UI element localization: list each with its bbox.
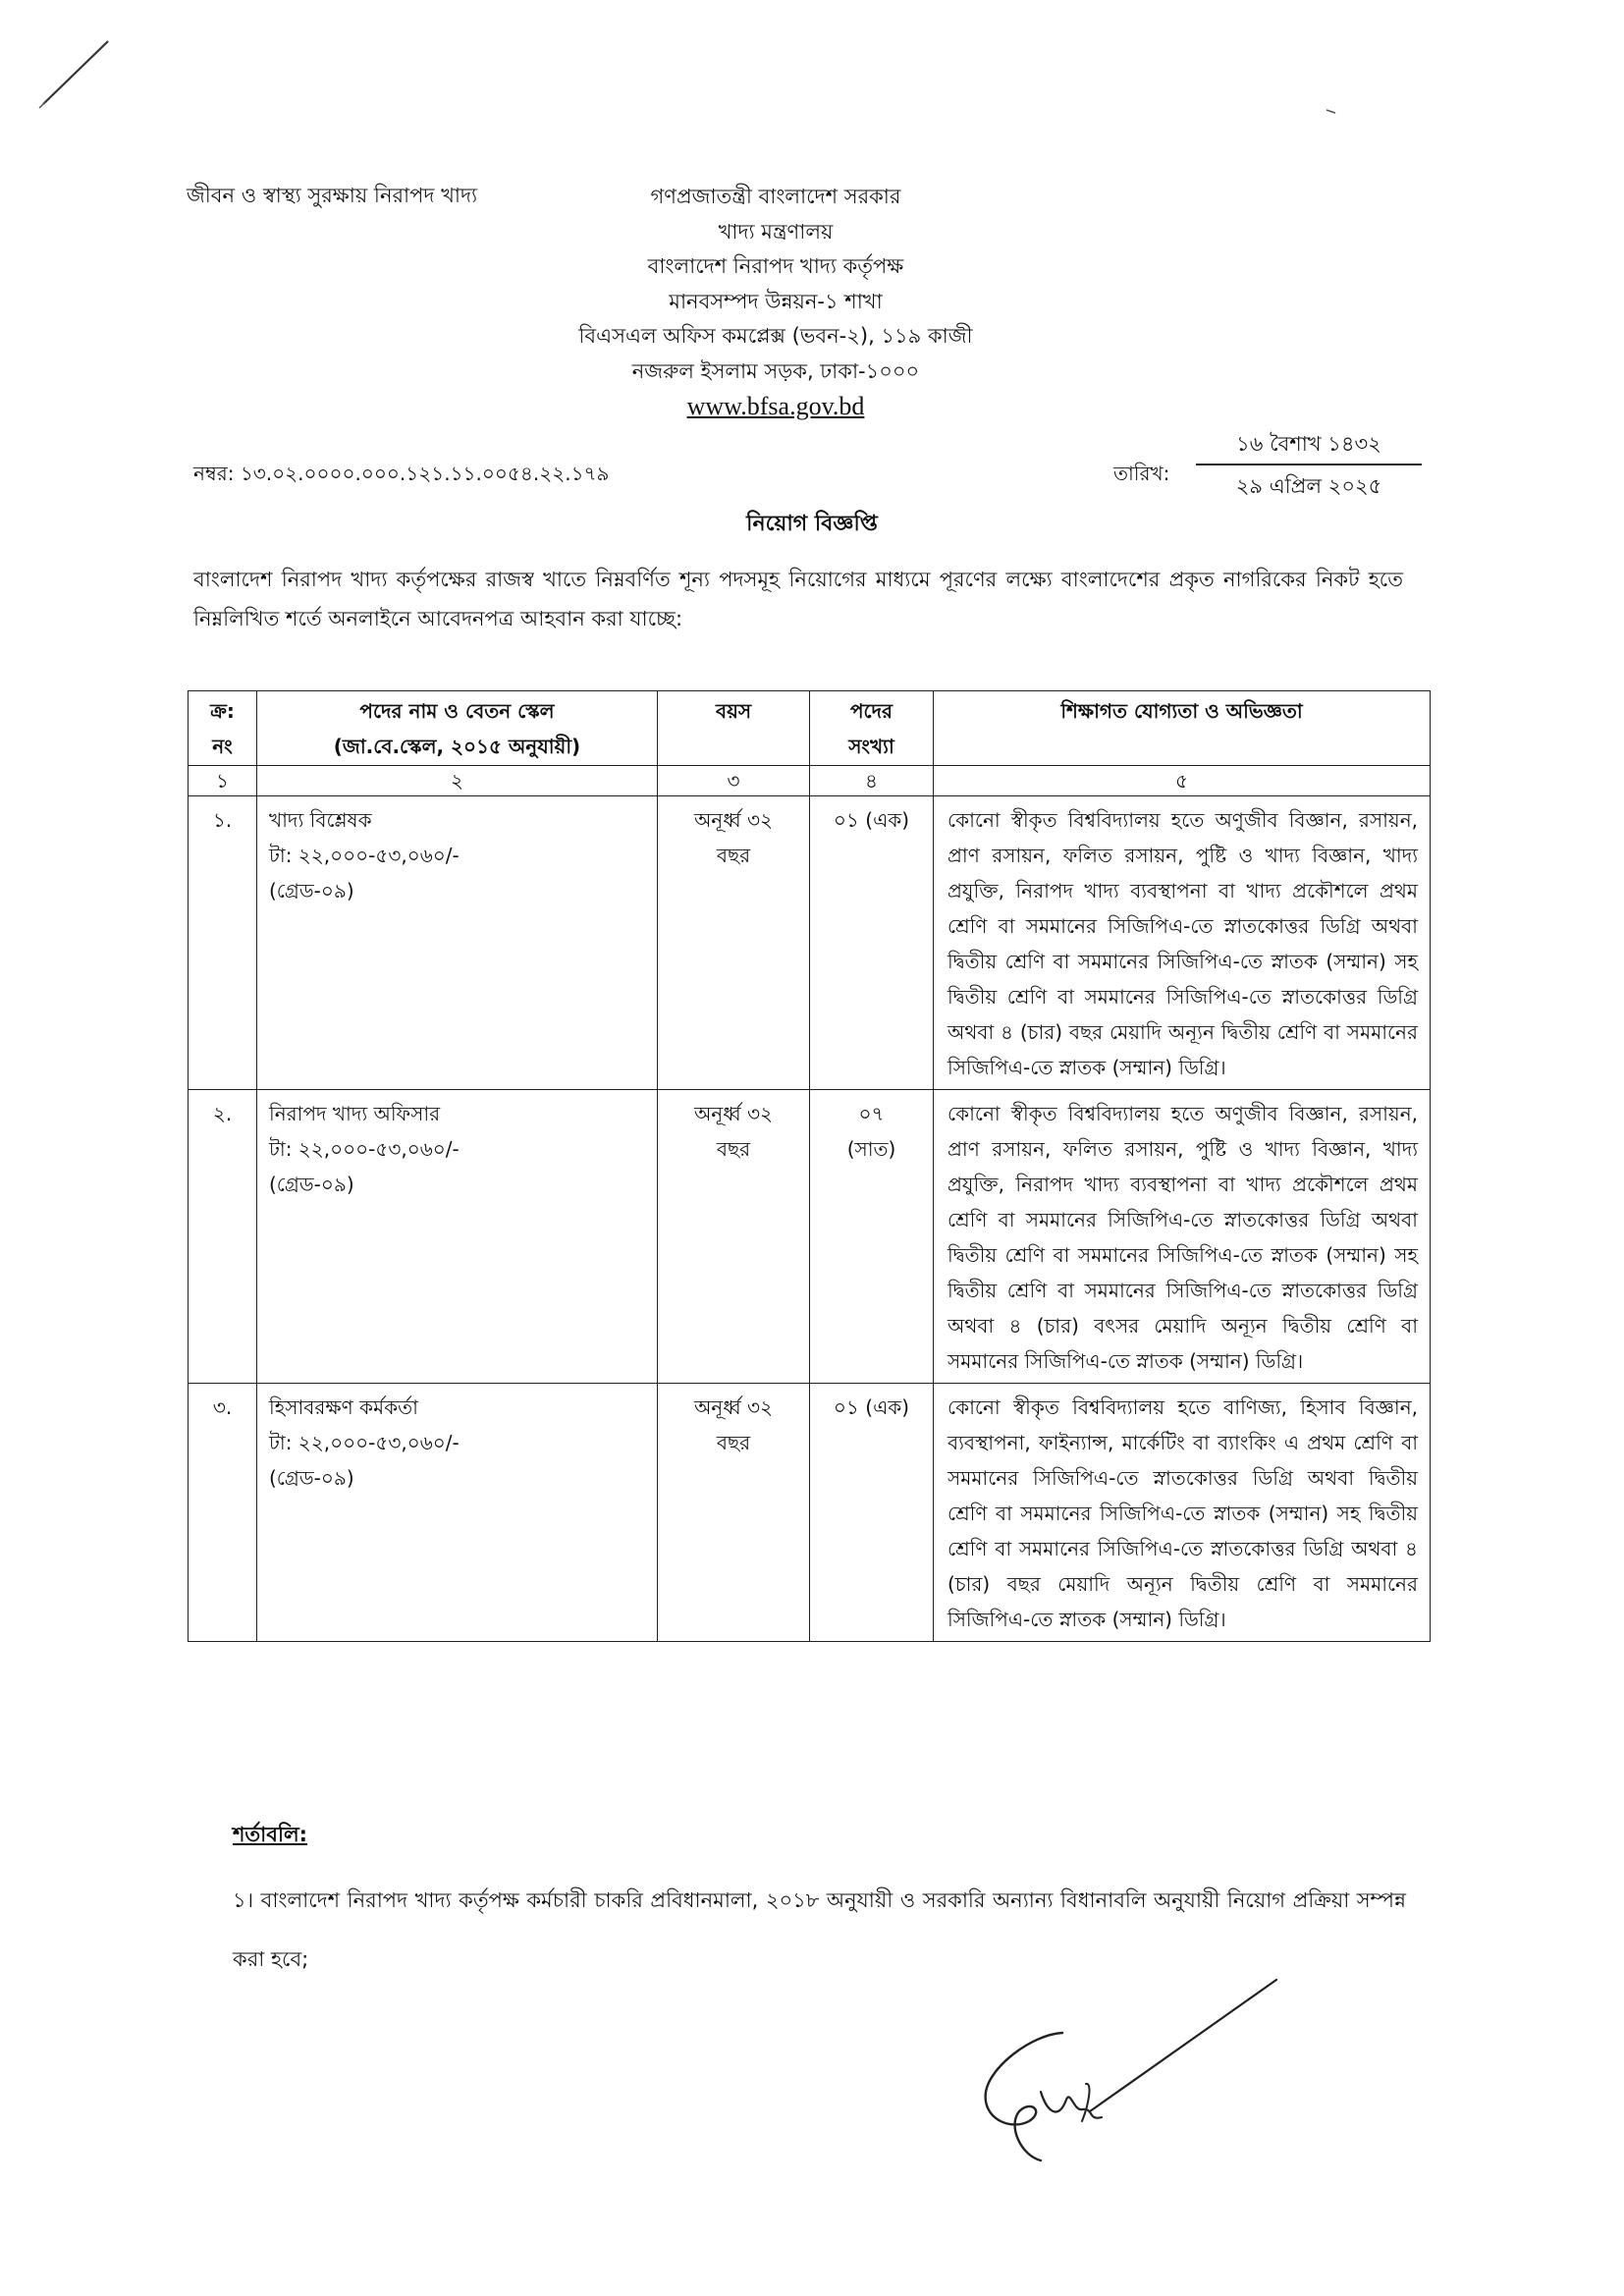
header-serial bbox=[189, 691, 257, 766]
stray-mark bbox=[1326, 108, 1337, 116]
post-count: ০৭ bbox=[858, 1102, 885, 1125]
post-name: খাদ্য বিশ্লেষক bbox=[269, 808, 372, 832]
post-count: ০১ (এক) bbox=[833, 808, 910, 832]
post-count-words: (সাত) bbox=[846, 1137, 896, 1161]
header-line-address-2: নজরুল ইসলাম সড়ক, ঢাকা-১০০০ bbox=[631, 358, 920, 383]
table-header-row bbox=[189, 691, 1431, 766]
table-row bbox=[189, 1384, 1431, 1642]
header-serial-line-2: নং bbox=[212, 734, 233, 758]
header-count-line-2: সংখ্যা bbox=[848, 734, 894, 758]
column-number: ৪ bbox=[810, 766, 934, 796]
age-unit: বছর bbox=[716, 1431, 751, 1454]
row-education: কোনো স্বীকৃত বিশ্ববিদ্যালয় হতে বাণিজ্য, হিসাব বিজ্ঞান, ব্যবস্থাপনা, ফাইন্যান্স, মার্কেটিং বা ব্যাংকিং এ প্রথম শ্রেণি বা সমমানের সিজিপিএ-তে স্নাতকোত্তর ডিগ্রি অথবা দ্বিতীয় শ্রেণি বা সমমানের সিজিপিএ-তে স্নাতক (সম্মান) সহ দ্বিতীয় শ্রেণি বা সমমানের সিজিপিএ-তে স্নাতকোত্তর ডিগ্রি অথবা ৪ (চার) বছর মেয়াদি অন্যূন দ্বিতীয় শ্রেণি বা সমমানের সিজিপিএ-তে স্নাতক (সম্মান) ডিগ্রি। bbox=[934, 1384, 1431, 1642]
pay-scale: টা: ২২,০০০-৫৩,০৬০/- bbox=[269, 844, 460, 867]
grade: (গ্রেড-০৯) bbox=[269, 1466, 354, 1490]
header-count bbox=[810, 691, 934, 766]
header-education-text: শিক্ষাগত যোগ্যতা ও অভিজ্ঞতা bbox=[1060, 699, 1303, 723]
column-number: ২ bbox=[257, 766, 658, 796]
term-item: ১। বাংলাদেশ নিরাপদ খাদ্য কর্তৃপক্ষ কর্মচারী চাকরি প্রবিধানমালা, ২০১৮ অনুযায়ী ও সরকারি অন্যান্য বিধানাবলি অনুযায়ী নিয়োগ প্রক্রিয়া সম্পন্ন করা হবে; bbox=[233, 1888, 1406, 1971]
date-bangla: ১৬ বৈশাখ ১৪৩২ bbox=[1196, 424, 1422, 465]
post-count: ০১ (এক) bbox=[833, 1395, 910, 1419]
date-english: ২৯ এপ্রিল ২০২৫ bbox=[1235, 474, 1382, 498]
pen-stroke-mark bbox=[35, 37, 114, 116]
column-number: ৩ bbox=[658, 766, 810, 796]
row-age bbox=[658, 1090, 810, 1384]
header-age bbox=[658, 691, 810, 766]
terms-heading: শর্তাবলি: bbox=[233, 1823, 308, 1846]
age-limit: অনূর্ধ্ব ৩২ bbox=[693, 1395, 774, 1419]
column-number: ৫ bbox=[934, 766, 1431, 796]
intro-paragraph: বাংলাদেশ নিরাপদ খাদ্য কর্তৃপক্ষের রাজস্ব খাতে নিম্নবর্ণিত শূন্য পদসমূহ নিয়োগের মাধ্যমে পূরণের লক্ষ্যে বাংলাদেশের প্রকৃত নাগরিকের নিকট হতে নিম্নলিখিত শর্তে অনলাইনে আবেদনপত্র আহবান করা যাচ্ছে: bbox=[193, 568, 1403, 630]
signature bbox=[972, 1974, 1286, 2170]
memo-number: নম্বর: ১৩.০২.০০০০.০০০.১২১.১১.০০৫৪.২২.১৭৯ bbox=[193, 462, 610, 485]
row-age bbox=[658, 796, 810, 1090]
post-name: নিরাপদ খাদ্য অফিসার bbox=[269, 1102, 441, 1125]
row-count bbox=[810, 1090, 934, 1384]
row-age bbox=[658, 1384, 810, 1642]
row-count bbox=[810, 1384, 934, 1642]
header-line-section: মানবসম্পদ উন্নয়ন-১ শাখা bbox=[669, 289, 883, 313]
letterhead bbox=[550, 180, 1001, 424]
row-education: কোনো স্বীকৃত বিশ্ববিদ্যালয় হতে অণুজীব বিজ্ঞান, রসায়ন, প্রাণ রসায়ন, ফলিত রসায়ন, পুষ্টি ও খাদ্য বিজ্ঞান, খাদ্য প্রযুক্তি, নিরাপদ খাদ্য ব্যবস্থাপনা বা খাদ্য প্রকৌশলে প্রথম শ্রেণি বা সমমানের সিজিপিএ-তে স্নাতকোত্তর ডিগ্রি অথবা দ্বিতীয় শ্রেণি বা সমমানের সিজিপিএ-তে স্নাতক (সম্মান) সহ দ্বিতীয় শ্রেণি বা সমমানের সিজিপিএ-তে স্নাতকোত্তর ডিগ্রি অথবা ৪ (চার) বছর মেয়াদি অন্যূন দ্বিতীয় শ্রেণি বা সমমানের সিজিপিএ-তে স্নাতক (সম্মান) ডিগ্রি। bbox=[934, 796, 1431, 1090]
row-count bbox=[810, 796, 934, 1090]
header-count-line-1: পদের bbox=[849, 698, 893, 723]
table-row bbox=[189, 796, 1431, 1090]
row-post bbox=[257, 1090, 658, 1384]
row-education: কোনো স্বীকৃত বিশ্ববিদ্যালয় হতে অণুজীব বিজ্ঞান, রসায়ন, প্রাণ রসায়ন, ফলিত রসায়ন, পুষ্টি ও খাদ্য বিজ্ঞান, খাদ্য প্রযুক্তি, নিরাপদ খাদ্য ব্যবস্থাপনা বা খাদ্য প্রকৌশলে প্রথম শ্রেণি বা সমমানের সিজিপিএ-তে স্নাতকোত্তর ডিগ্রি অথবা দ্বিতীয় শ্রেণি বা সমমানের সিজিপিএ-তে স্নাতক (সম্মান) সহ দ্বিতীয় শ্রেণি বা সমমানের সিজিপিএ-তে স্নাতকোত্তর ডিগ্রি অথবা ৪ (চার) বৎসর মেয়াদি অন্যূন দ্বিতীয় শ্রেণি বা সমমানের সিজিপিএ-তে স্নাতক (সম্মান) ডিগ্রি। bbox=[934, 1090, 1431, 1384]
notice-title: নিয়োগ বিজ্ঞপ্তি bbox=[746, 512, 878, 536]
age-limit: অনূর্ধ্ব ৩২ bbox=[693, 808, 774, 832]
header-line-ministry: খাদ্য মন্ত্রণালয় bbox=[718, 219, 834, 244]
pay-scale: টা: ২২,০০০-৫৩,০৬০/- bbox=[269, 1431, 460, 1454]
column-number-row bbox=[189, 766, 1431, 796]
grade: (গ্রেড-০৯) bbox=[269, 1173, 354, 1196]
row-serial: ৩. bbox=[189, 1384, 257, 1642]
header-serial-line-1: ক্র: bbox=[210, 698, 235, 723]
row-serial: ২. bbox=[189, 1090, 257, 1384]
table-row bbox=[189, 1090, 1431, 1384]
vacancy-table bbox=[188, 690, 1431, 1642]
date-block bbox=[1196, 424, 1422, 507]
header-age-text: বয়স bbox=[715, 699, 752, 723]
grade: (গ্রেড-০৯) bbox=[269, 879, 354, 902]
row-serial: ১. bbox=[189, 796, 257, 1090]
header-education bbox=[934, 691, 1431, 766]
row-post bbox=[257, 796, 658, 1090]
header-line-authority: বাংলাদেশ নিরাপদ খাদ্য কর্তৃপক্ষ bbox=[647, 254, 904, 278]
age-unit: বছর bbox=[716, 1137, 751, 1161]
post-name: হিসাবরক্ষণ কর্মকর্তা bbox=[269, 1395, 418, 1419]
age-unit: বছর bbox=[716, 844, 751, 867]
header-post bbox=[257, 691, 658, 766]
header-line-address-1: বিএসএল অফিস কমপ্লেক্স (ভবন-২), ১১৯ কাজী bbox=[578, 324, 973, 348]
slogan: জীবন ও স্বাস্থ্য সুরক্ষায় নিরাপদ খাদ্য bbox=[187, 184, 478, 207]
row-post bbox=[257, 1384, 658, 1642]
age-limit: অনূর্ধ্ব ৩২ bbox=[693, 1102, 774, 1125]
date-label: তারিখ: bbox=[1113, 462, 1170, 485]
pay-scale: টা: ২২,০০০-৫৩,০৬০/- bbox=[269, 1137, 460, 1161]
website-link[interactable]: www.bfsa.gov.bd bbox=[686, 392, 865, 420]
header-post-line-2: (জা.বে.স্কেল, ২০১৫ অনুযায়ী) bbox=[333, 734, 581, 758]
header-post-line-1: পদের নাম ও বেতন স্কেল bbox=[359, 698, 555, 723]
header-line-government: গণপ্রজাতন্ত্রী বাংলাদেশ সরকার bbox=[650, 185, 901, 208]
column-number: ১ bbox=[189, 766, 257, 796]
